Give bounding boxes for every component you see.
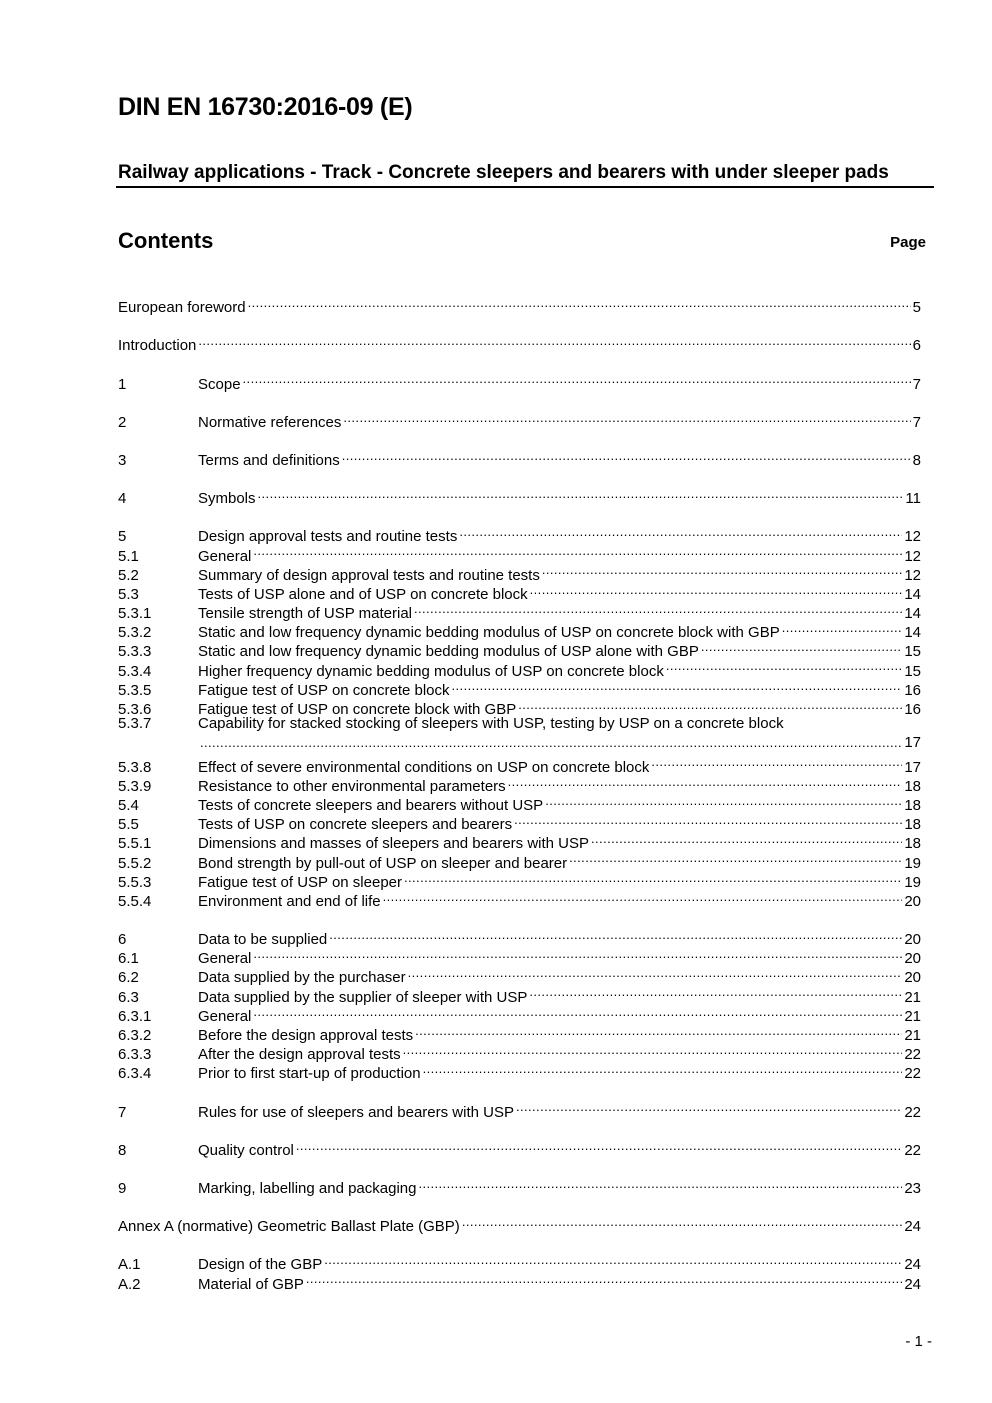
toc-entry-leader-dots <box>324 1250 902 1269</box>
toc-entry-leader-dots <box>258 484 904 503</box>
toc-entry-title: Rules for use of sleepers and bearers with USP <box>198 1103 514 1121</box>
toc-entry-page: 18 <box>904 816 921 834</box>
toc-entry-page: 24 <box>904 1218 921 1236</box>
toc-entry-leader-dots <box>414 599 902 618</box>
toc-entry-title: European foreword <box>118 299 246 317</box>
toc-entry-number: 3 <box>118 451 127 469</box>
toc-entry-title: Higher frequency dynamic bedding modulus of USP on concrete block <box>198 662 664 680</box>
toc-entry-title: Summary of design approval tests and routine tests <box>198 566 540 584</box>
toc-entry-number: 5.3.3 <box>118 643 152 661</box>
toc-entry-page: 14 <box>904 585 921 603</box>
toc-entry-leader-dots <box>545 791 902 810</box>
toc-entry[interactable] <box>118 446 921 469</box>
toc-entry-leader-dots <box>253 944 902 963</box>
toc-entry-page: 24 <box>904 1275 921 1293</box>
toc-entry-page: 21 <box>904 988 921 1006</box>
toc-entry[interactable] <box>118 1174 921 1197</box>
toc-entry-leader-dots <box>701 637 902 656</box>
toc-entry-number: 6 <box>118 931 127 949</box>
toc-entry-number: 5.3.5 <box>118 681 152 699</box>
toc-entry-number: 5.2 <box>118 566 139 584</box>
toc-entry[interactable] <box>118 293 921 317</box>
toc-entry-number: 5.1 <box>118 547 139 565</box>
toc-entry-leader-dots <box>200 733 902 752</box>
toc-entry-number: 5.3.2 <box>118 624 152 642</box>
toc-entry-page: 18 <box>904 835 921 853</box>
toc-entry[interactable] <box>118 369 921 393</box>
toc-entry-leader-dots <box>530 580 903 599</box>
toc-entry-number: 6.3.1 <box>118 1007 152 1025</box>
toc-entry-title: Environment and end of life <box>198 892 381 910</box>
toc-entry-leader-dots <box>423 1059 903 1078</box>
toc-entry-number: 8 <box>118 1141 127 1159</box>
toc-entry-title: Marking, labelling and packaging <box>198 1179 417 1197</box>
toc-entry-leader-dots <box>542 561 902 580</box>
toc-entry-leader-dots <box>514 810 902 829</box>
toc-entry-number: 5.3.6 <box>118 701 152 718</box>
toc-entry-leader-dots <box>403 1040 903 1059</box>
toc-entry-title: Fatigue test of USP on sleeper <box>198 873 403 891</box>
toc-entry-leader-dots <box>342 446 911 465</box>
toc-entry-title: Material of GBP <box>198 1275 304 1293</box>
toc-entry-number: 6.2 <box>118 969 139 987</box>
toc-entry-page: 15 <box>904 662 921 680</box>
toc-entry-leader-dots <box>459 522 902 541</box>
toc-entry-number: 6.3.2 <box>118 1027 152 1045</box>
toc-entry-page: 12 <box>904 547 921 565</box>
toc-entry-number: 5.3.4 <box>118 662 152 680</box>
toc-entry-number: 9 <box>118 1179 127 1197</box>
toc-entry-page: 8 <box>912 451 921 469</box>
toc-entry-title: Dimensions and masses of sleepers and bearers with USP <box>198 835 590 853</box>
toc-entry-page: 17 <box>904 758 921 776</box>
toc-entry-number: 5.3.9 <box>118 777 152 795</box>
toc-entry-title: General <box>198 547 252 565</box>
toc-entry-title: Introduction <box>118 337 197 355</box>
page-column-heading: Page <box>890 234 926 251</box>
toc-entry-page: 5 <box>912 299 921 317</box>
toc-entry-page: 7 <box>912 413 921 431</box>
toc-entry-title: Tests of USP on concrete sleepers and bearers <box>198 816 513 834</box>
toc-entry-page: 18 <box>904 777 921 795</box>
toc-entry-leader-dots <box>343 408 910 427</box>
toc-entry-page: 24 <box>904 1256 921 1274</box>
toc-entry-title: Data supplied by the supplier of sleeper with USP <box>198 988 528 1006</box>
toc-entry-leader-dots <box>418 1174 902 1193</box>
toc-entry-number: 2 <box>118 413 127 431</box>
toc-entry-leader-dots <box>569 848 902 867</box>
toc-entry-leader-dots <box>329 925 902 944</box>
toc-entry-leader-dots <box>253 541 902 560</box>
toc-entry-page: 20 <box>904 950 921 968</box>
toc-entry[interactable] <box>118 752 921 776</box>
toc-entry-page: 19 <box>904 854 921 872</box>
toc-entry-number: 5.3.7 <box>118 715 152 732</box>
toc-entry-title: General <box>198 1007 252 1025</box>
toc-entry-page: 19 <box>904 873 921 891</box>
toc-entry-number: 5.5 <box>118 816 139 834</box>
toc-entry-page: 18 <box>904 796 921 814</box>
toc-entry-title: Capability for stacked stocking of sleepers with USP, testing by USP on a concrete block <box>198 715 784 732</box>
toc-entry-title: Design approval tests and routine tests <box>198 528 458 546</box>
toc-entry[interactable] <box>118 331 921 355</box>
contents-heading: Contents <box>118 228 214 253</box>
toc-entry-page: 7 <box>912 375 921 393</box>
page-number: - 1 - <box>905 1333 932 1350</box>
toc-entry-page: 16 <box>904 701 921 718</box>
toc-entry-title: Tests of concrete sleepers and bearers without USP <box>198 796 544 814</box>
toc-entry-leader-dots <box>404 868 902 887</box>
toc-entry-leader-dots <box>516 1097 902 1116</box>
toc-entry-title: Tests of USP alone and of USP on concrete block <box>198 585 528 603</box>
toc-entry-leader-dots <box>408 963 903 982</box>
toc-entry-leader-dots <box>508 772 903 791</box>
toc-entry-leader-dots <box>243 369 911 388</box>
toc-entry-leader-dots <box>198 331 910 350</box>
toc-entry-leader-dots <box>518 695 902 714</box>
toc-entry-page: 17 <box>904 734 921 752</box>
toc-entry-title: Normative references <box>198 413 342 431</box>
toc-entry-number: 5.5.2 <box>118 854 152 872</box>
toc-entry-number: 1 <box>118 375 127 393</box>
toc-entry-title: After the design approval tests <box>198 1046 401 1064</box>
toc-entry-number: 5.3.1 <box>118 605 152 623</box>
toc-entry-leader-dots <box>248 293 911 312</box>
toc-entry-leader-dots <box>591 829 902 848</box>
toc-entry-leader-dots <box>383 887 903 906</box>
toc-entry-page: 6 <box>912 337 921 355</box>
toc-entry-number: A.1 <box>118 1256 141 1274</box>
toc-entry-number: 5.5.4 <box>118 892 152 910</box>
toc-entry-number: 6.3.3 <box>118 1046 152 1064</box>
toc-entry-title: Quality control <box>198 1141 294 1159</box>
toc-entry-page: 20 <box>904 969 921 987</box>
table-of-contents <box>118 293 921 1293</box>
toc-entry-title: General <box>198 950 252 968</box>
toc-entry-leader-dots <box>651 752 902 771</box>
toc-entry-number: 6.3 <box>118 988 139 1006</box>
toc-entry-title: Scope <box>198 375 241 393</box>
toc-entry-title: Terms and definitions <box>198 451 340 469</box>
toc-entry[interactable] <box>118 522 921 546</box>
toc-entry-title: Data to be supplied <box>198 931 328 949</box>
toc-entry-leader-dots <box>782 618 903 637</box>
toc-entry-title: Annex A (normative) Geometric Ballast Plate (GBP) <box>118 1218 460 1236</box>
toc-entry-title: Symbols <box>198 490 256 508</box>
toc-entry-page: 22 <box>904 1103 921 1121</box>
toc-entry-page: 12 <box>904 566 921 584</box>
toc-entry[interactable] <box>118 408 921 431</box>
toc-entry-number: 5.3.8 <box>118 758 152 776</box>
toc-entry-number: 5.3 <box>118 585 139 603</box>
toc-entry-leader-dots <box>462 1212 903 1231</box>
toc-entry-page: 20 <box>904 931 921 949</box>
toc-entry-title: Effect of severe environmental conditions on USP on concrete block <box>198 758 650 776</box>
toc-entry-leader-dots <box>296 1136 902 1155</box>
toc-entry-title: Prior to first start-up of production <box>198 1065 421 1083</box>
toc-entry-leader-dots <box>529 982 902 1001</box>
toc-entry-page: 21 <box>904 1027 921 1045</box>
toc-entry-title: Fatigue test of USP on concrete block with GBP <box>198 701 517 718</box>
toc-entry[interactable] <box>118 1212 921 1236</box>
toc-entry-title: Fatigue test of USP on concrete block <box>198 681 450 699</box>
toc-entry-page: 14 <box>904 624 921 642</box>
toc-entry-title: Design of the GBP <box>198 1256 323 1274</box>
toc-entry-number: 4 <box>118 490 127 508</box>
toc-entry[interactable] <box>118 925 921 949</box>
toc-entry-leader-dots <box>306 1269 902 1288</box>
toc-entry-title: Before the design approval tests <box>198 1027 414 1045</box>
toc-entry-page: 11 <box>905 490 921 508</box>
toc-entry-title: Tensile strength of USP material <box>198 605 412 623</box>
toc-entry-title: Data supplied by the purchaser <box>198 969 406 987</box>
toc-entry-title: Static and low frequency dynamic bedding modulus of USP alone with GBP <box>198 643 699 661</box>
toc-entry-leader-dots <box>253 1002 902 1021</box>
toc-entry-number: 5.5.3 <box>118 873 152 891</box>
toc-entry-page: 22 <box>904 1046 921 1064</box>
toc-entry-number: 5.4 <box>118 796 139 814</box>
toc-entry-number: 5.5.1 <box>118 835 152 853</box>
toc-entry-page: 15 <box>904 643 921 661</box>
document-subtitle: Railway applications - Track - Concrete sleepers and bearers with under sleeper pads <box>118 162 889 183</box>
toc-entry-page: 23 <box>904 1179 921 1197</box>
toc-entry[interactable] <box>118 714 921 752</box>
toc-entry-page: 14 <box>904 605 921 623</box>
document-id: DIN EN 16730:2016-09 (E) <box>118 93 413 121</box>
toc-entry-leader-dots <box>452 676 903 695</box>
toc-entry-number: 6.3.4 <box>118 1065 152 1083</box>
subtitle-divider <box>116 186 934 188</box>
toc-entry-title: Resistance to other environmental parameters <box>198 777 506 795</box>
toc-entry-page: 21 <box>904 1007 921 1025</box>
toc-entry-title: Static and low frequency dynamic bedding modulus of USP on concrete block with GBP <box>198 624 780 642</box>
toc-entry-number: 5 <box>118 528 127 546</box>
toc-entry-number: 6.1 <box>118 950 139 968</box>
toc-entry[interactable] <box>118 1250 921 1274</box>
toc-entry[interactable] <box>118 1097 921 1121</box>
toc-entry-leader-dots <box>415 1021 902 1040</box>
toc-entry-page: 12 <box>904 528 921 546</box>
toc-entry-page: 22 <box>904 1141 921 1159</box>
toc-entry-page: 22 <box>904 1065 921 1083</box>
toc-entry-page: 20 <box>904 892 921 910</box>
toc-entry-number: A.2 <box>118 1275 141 1293</box>
toc-entry[interactable] <box>118 1136 921 1159</box>
toc-entry-page: 16 <box>904 681 921 699</box>
toc-entry-number: 7 <box>118 1103 127 1121</box>
toc-entry[interactable] <box>118 484 921 508</box>
toc-entry-title: Bond strength by pull-out of USP on sleeper and bearer <box>198 854 568 872</box>
toc-entry-leader-dots <box>666 656 902 675</box>
